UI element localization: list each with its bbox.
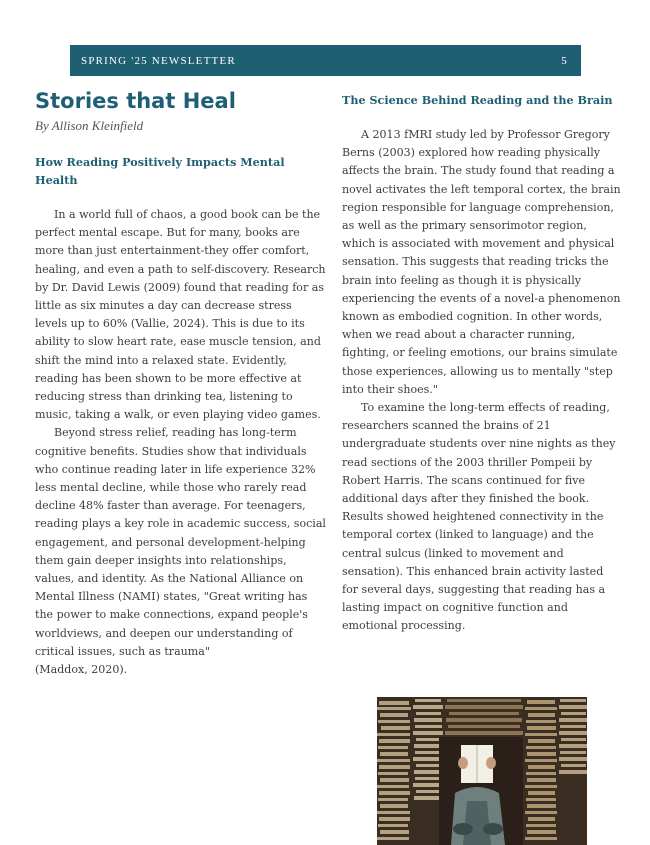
section-heading-science: The Science Behind Reading and the Brain — [342, 93, 613, 107]
paragraph-cognitive-benefits: Beyond stress relief, reading has long-term cognitive benefits. Studies show that individuals who continue reading later in life experience 32% less mental decline, while those who rarely read decline 48% faster than average. For teenagers, reading plays a key role in academic success, social engagement, and personal development-helping them gain deeper insights into relationships, values, and identity. As the National Alliance on Mental Illness (NAMI) states, "Great writing has the power to make connections, expand people's worldviews, and deepen our understanding of critical issues, such as trauma" — [35, 426, 326, 658]
left-column — [35, 86, 327, 679]
newsletter-label: SPRING '25 NEWSLETTER — [81, 54, 236, 67]
newsletter-header-bar — [70, 45, 581, 76]
paragraph-long-term-effects: To examine the long-term effects of reading, researchers scanned the brains of 21 undergraduate students over nine nights as they read sections of the 2003 thriller Pompeii by Robert Harris. The scans continued for five additional days after they finished the book. Results showed heightened connectivity in the temporal cortex (linked to language) and the central sulcus (linked to movement and sensation). This enhanced brain activity lasted for several days, suggesting that reading has a lasting impact on cognitive function and emotional processing. — [342, 401, 616, 633]
paragraph-fmri-study: A 2013 fMRI study led by Professor Gregory Berns (2003) explored how reading physically affects the brain. The study found that reading a novel activates the left temporal cortex, the brain region responsible for language comprehension, as well as the primary sensorimotor region, which is associated with movement and physical sensation. This suggests that reading tricks the brain into feeling as though it is physically experiencing the events of a novel-a phenomenon known as embodied cognition. In other words, when we read about a character running, fighting, or feeling emotions, our brains simulate those experiences, allowing us to mentally "step into their shoes." — [342, 128, 621, 396]
page-number: 5 — [561, 54, 568, 67]
photo-reader-among-books — [377, 697, 587, 845]
right-column — [342, 86, 622, 636]
section-heading-mental-health: How Reading Positively Impacts Mental Health — [35, 155, 285, 187]
book-stacks-illustration — [377, 697, 587, 845]
article-title: Stories that Heal — [35, 89, 236, 113]
citation-maddox: (Maddox, 2020). — [35, 663, 128, 677]
article-byline: By Allison Kleinfield — [35, 118, 144, 133]
paragraph-stress-relief: In a world full of chaos, a good book can be the perfect mental escape. But for many, books are more than just entertainment-they offer comfort, healing, and even a path to self-discovery. Research by Dr. David Lewis (2009) found that reading for as little as six minutes a day can decrease stress levels up to 60% (Vallie, 2024). This is due to its ability to slow heart rate, ease muscle tension, and shift the mind into a relaxed state. Evidently, reading has been shown to be more effective at reducing stress than drinking tea, listening to music, taking a walk, or even playing video games. — [35, 208, 326, 422]
